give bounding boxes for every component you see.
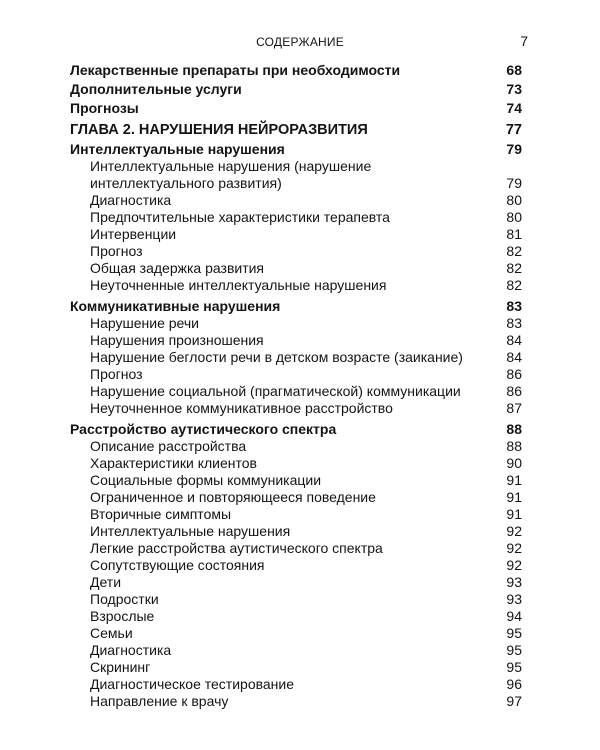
- toc-entry-title: Нарушение социальной (прагматической) коммуникации: [90, 383, 461, 399]
- toc-entry-title: Прогноз: [90, 243, 143, 259]
- toc-entry-page-number: 86: [506, 383, 522, 399]
- toc-entry-title: Лекарственные препараты при необходимости: [70, 62, 401, 78]
- toc-entry[interactable]: [70, 642, 522, 659]
- toc-entry-page-number: 80: [506, 209, 522, 225]
- page-title: СОДЕРЖАНИЕ: [256, 35, 344, 49]
- toc-entry[interactable]: [70, 192, 522, 209]
- table-of-contents: [70, 62, 522, 710]
- toc-entry-title: Семьи: [90, 625, 133, 641]
- toc-entry-page-number: 95: [506, 659, 522, 675]
- toc-entry-title: Прогноз: [90, 366, 143, 382]
- toc-entry-title: Подростки: [90, 591, 159, 607]
- toc-entry-title: Нарушение беглости речи в детском возрасте (заикание): [90, 349, 463, 365]
- toc-section[interactable]: [70, 421, 522, 438]
- toc-entry-page-number: 81: [506, 226, 522, 242]
- toc-entry-page-number: 82: [506, 260, 522, 276]
- toc-entry[interactable]: [70, 472, 522, 489]
- toc-entry-page-number: 91: [506, 489, 522, 505]
- toc-section[interactable]: [70, 298, 522, 315]
- toc-entry-page-number: 88: [506, 421, 522, 437]
- toc-entry-page-number: 83: [506, 315, 522, 331]
- toc-entry-page-number: 82: [506, 243, 522, 259]
- toc-entry-title: Неуточненное коммуникативное расстройство: [90, 400, 393, 416]
- toc-entry[interactable]: [70, 158, 522, 192]
- toc-entry-page-number: 92: [506, 540, 522, 556]
- toc-entry[interactable]: [70, 489, 522, 506]
- toc-entry-title: Легкие расстройства аутистического спектра: [90, 540, 383, 556]
- toc-entry-page-number: 88: [506, 438, 522, 454]
- toc-section[interactable]: [70, 141, 522, 158]
- toc-entry-title: Диагностика: [90, 192, 172, 208]
- toc-entry[interactable]: [70, 332, 522, 349]
- page-header: [0, 33, 600, 53]
- toc-entry-title: Общая задержка развития: [90, 260, 265, 276]
- toc-entry-title: Предпочтительные характеристики терапевта: [90, 209, 390, 225]
- toc-entry-title: Неуточненные интеллектуальные нарушения: [90, 277, 387, 293]
- toc-entry[interactable]: [70, 625, 522, 642]
- toc-entry[interactable]: [70, 366, 522, 383]
- toc-entry[interactable]: [70, 455, 522, 472]
- toc-entry-page-number: 93: [506, 591, 522, 607]
- toc-entry[interactable]: [70, 260, 522, 277]
- toc-chapter-heading[interactable]: [70, 122, 522, 139]
- toc-entry-title: Нарушения произношения: [90, 332, 264, 348]
- toc-entry-title: Прогнозы: [70, 100, 139, 116]
- toc-entry-page-number: 95: [506, 642, 522, 658]
- toc-entry-title: Дополнительные услуги: [70, 81, 242, 97]
- toc-entry[interactable]: [70, 591, 522, 608]
- toc-entry-page-number: 84: [506, 349, 522, 365]
- toc-entry-page-number: 84: [506, 332, 522, 348]
- toc-entry-page-number: 80: [506, 192, 522, 208]
- toc-entry[interactable]: [70, 676, 522, 693]
- toc-entry-title: Интервенции: [90, 226, 177, 242]
- toc-entry-page-number: 83: [506, 298, 522, 314]
- toc-entry-page-number: 91: [506, 506, 522, 522]
- toc-entry-title: Взрослые: [90, 608, 155, 624]
- toc-entry[interactable]: [70, 608, 522, 625]
- toc-entry[interactable]: [70, 693, 522, 710]
- toc-entry-page-number: 73: [506, 81, 522, 97]
- toc-entry-title: Характеристики клиентов: [90, 455, 257, 471]
- toc-entry-page-number: 95: [506, 625, 522, 641]
- toc-entry[interactable]: [70, 209, 522, 226]
- toc-entry-title: Интеллектуальные нарушения (нарушение интеллектуального развития): [90, 158, 372, 191]
- toc-entry-page-number: 87: [506, 400, 522, 416]
- toc-entry[interactable]: [70, 400, 522, 417]
- page-number: 7: [520, 33, 528, 49]
- toc-entry[interactable]: [70, 100, 522, 117]
- toc-entry-title: Интеллектуальные нарушения: [90, 523, 291, 539]
- toc-entry-title: Интеллектуальные нарушения: [70, 141, 285, 157]
- toc-entry-title: Скрининг: [90, 659, 151, 675]
- toc-entry[interactable]: [70, 506, 522, 523]
- toc-entry[interactable]: [70, 315, 522, 332]
- toc-entry-page-number: 68: [506, 62, 522, 78]
- toc-entry[interactable]: [70, 523, 522, 540]
- toc-entry[interactable]: [70, 243, 522, 260]
- toc-entry-title: Дети: [90, 574, 122, 590]
- toc-entry-title: Ограниченное и повторяющееся поведение: [90, 489, 376, 505]
- toc-entry-page-number: 91: [506, 472, 522, 488]
- toc-entry[interactable]: [70, 557, 522, 574]
- toc-entry-page-number: 97: [506, 693, 522, 709]
- toc-entry-title: Нарушение речи: [90, 315, 199, 331]
- toc-entry[interactable]: [70, 383, 522, 400]
- toc-entry-page-number: 77: [505, 122, 522, 138]
- toc-entry-page-number: 74: [506, 100, 522, 116]
- toc-entry[interactable]: [70, 438, 522, 455]
- toc-entry[interactable]: [70, 349, 522, 366]
- toc-entry-title: Коммуникативные нарушения: [70, 298, 281, 314]
- toc-entry-title: Диагностика: [90, 642, 172, 658]
- toc-entry-title: Вторичные симптомы: [90, 506, 232, 522]
- toc-entry[interactable]: [70, 574, 522, 591]
- toc-entry-page-number: 92: [506, 523, 522, 539]
- toc-entry-page-number: 82: [506, 277, 522, 293]
- toc-entry-title: Социальные формы коммуникации: [90, 472, 322, 488]
- toc-entry[interactable]: [70, 540, 522, 557]
- toc-entry-page-number: 96: [506, 676, 522, 692]
- toc-entry-page-number: 79: [506, 141, 522, 157]
- toc-entry-page-number: 86: [506, 366, 522, 382]
- toc-entry[interactable]: [70, 81, 522, 98]
- toc-entry-title: Описание расстройства: [90, 438, 247, 454]
- toc-entry-title: Сопутствующие состояния: [90, 557, 265, 573]
- toc-entry-page-number: 93: [506, 574, 522, 590]
- toc-entry[interactable]: [70, 62, 522, 79]
- toc-entry-title: Диагностическое тестирование: [90, 676, 295, 692]
- toc-entry[interactable]: [70, 277, 522, 294]
- toc-entry-page-number: 79: [506, 175, 522, 191]
- toc-entry-page-number: 94: [506, 608, 522, 624]
- toc-entry-page-number: 92: [506, 557, 522, 573]
- toc-entry[interactable]: [70, 659, 522, 676]
- toc-entry[interactable]: [70, 226, 522, 243]
- toc-entry-title: Направление к врачу: [90, 693, 229, 709]
- toc-entry-page-number: 90: [506, 455, 522, 471]
- toc-entry-title: ГЛАВА 2. НАРУШЕНИЯ НЕЙРОРАЗВИТИЯ: [70, 122, 368, 138]
- toc-entry-title: Расстройство аутистического спектра: [70, 421, 337, 437]
